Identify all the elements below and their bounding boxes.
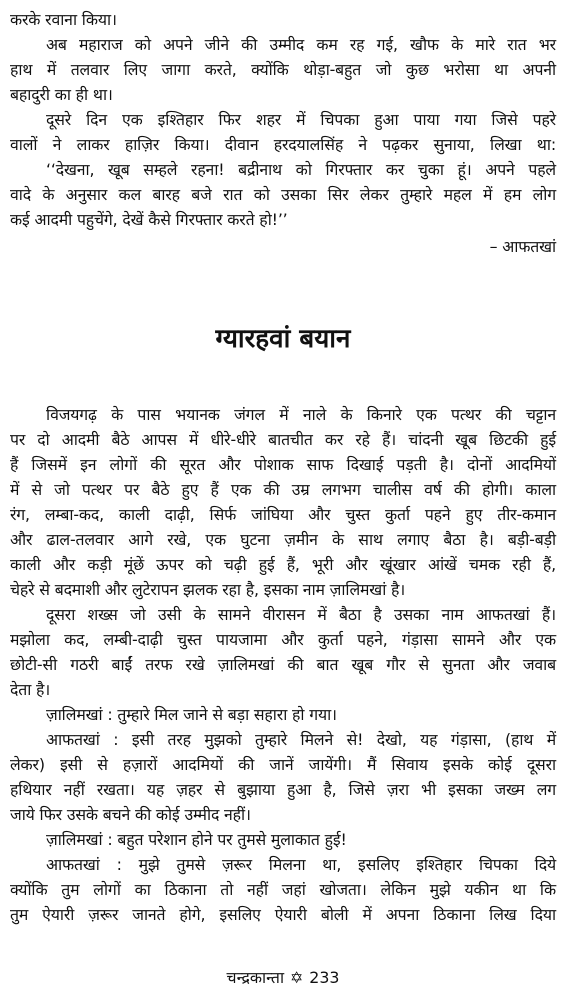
text-line: देता है। <box>10 680 51 699</box>
dialogue-line: आफतखां : इसी तरह मुझको तुम्हारे मिलने से! देखो, यह गंड़ासा, (हाथ में <box>46 730 556 749</box>
dialogue-line: ज़ालिमखां : बहुत परेशान होने पर तुमसे मुलाकात हुई! <box>46 830 347 849</box>
text-line: पर दो आदमी बैठे आपस में धीरे-धीरे बातचीत कर रहे हैं। चांदनी खूब छिटकी हुई <box>10 430 556 449</box>
text-line: दूसरे दिन एक इश्तिहार फिर शहर में चिपका हुआ पाया गया जिसे पहरे <box>46 110 556 129</box>
dialogue-line: आफतखां : मुझे तुमसे ज़रूर मिलना था, इसलिए इश्तिहार चिपका दिये <box>46 855 556 874</box>
text-line: तुम ऐयारी ज़रूर जानते होगे, इसलिए ऐयारी बोली में अपना ठिकाना लिख दिया <box>10 905 556 924</box>
text-line: और ढाल-तलवार आगे रखे, एक घुटना ज़मीन के साथ लगाए बैठा है। बड़ी-बड़ी <box>10 530 556 549</box>
text-line: विजयगढ़ के पास भयानक जंगल में नाले के किनारे एक पत्थर की चट्टान <box>46 405 556 424</box>
chapter-heading: ग्यारहवां बयान <box>215 324 351 354</box>
text-line: हाथ में तलवार लिए जागा करते, क्योंकि थोड़ा-बहुत जो कुछ भरोसा था अपनी <box>10 60 556 79</box>
signature: – आफतखां <box>489 237 556 256</box>
text-line: चेहरे से बदमाशी और लुटेरापन झलक रहा है, इसका नाम ज़ालिमखां है। <box>10 580 406 599</box>
text-line: हैं जिसमें इन लोगों की सूरत और पोशाक साफ दिखाई पड़ती है। दोनों आदमियों <box>10 455 556 474</box>
text-line: बहादुरी का ही था। <box>10 85 113 104</box>
text-line: दूसरा शख्स जो उसी के सामने वीरासन में बैठा है उसका नाम आफतखां हैं। <box>46 605 556 624</box>
text-line: जाये फिर उसके बचने की कोई उम्मीद नहीं। <box>10 805 251 824</box>
page-footer <box>0 966 566 990</box>
text-line: काली और कड़ी मूंछें ऊपर को चढ़ी हुई हैं, भूरी और खूंखार आंखें चमक रही हैं, <box>10 555 556 574</box>
text-line: वालों ने लाकर हाज़िर किया। दीवान हरदयालसिंह ने पढ़कर सुनाया, लिखा था: <box>10 135 556 154</box>
text-line: रंग, लम्बा-कद, काली दाढ़ी, सिर्फ जांघिया और चुस्त कुर्ता पहने हुए तीर-कमान <box>10 505 556 524</box>
text-line: में से जो पत्थर पर बैठे हुए हैं एक की उम्र लगभग चालीस वर्ष की होगी। काला <box>10 480 556 499</box>
text-line: करके रवाना किया। <box>10 10 117 29</box>
text-line: छोटी-सी गठरी बाईं तरफ रखे ज़ालिमखां की बात खूब गौर से सुनता और जवाब <box>10 655 556 674</box>
text-line: अब महाराज को अपने जीने की उम्मीद कम रह गई, खौफ के मारे रात भर <box>46 35 556 54</box>
star-icon: ✡ <box>290 968 304 987</box>
text-line: क्योंकि तुम लोगों का ठिकाना तो नहीं जहां खोजता। लेकिन मुझे यकीन था कि <box>10 880 556 899</box>
text-line: कई आदमी पहुचेंगे, देखें कैसे गिरफ्तार करते हो!’’ <box>10 210 288 229</box>
dialogue-line: ज़ालिमखां : तुम्हारे मिल जाने से बड़ा सहारा हो गया। <box>46 705 337 724</box>
text-line: मझोला कद, लम्बी-दाढ़ी चुस्त पायजामा और कुर्ता पहने, गंड़ासा सामने और एक <box>10 630 556 649</box>
text-line: लेकर) इसी से हज़ारों आदमियों की जानें जायेंगी। मैं सिवाय इसके कोई दूसरा <box>10 755 556 774</box>
text-line: ‘‘देखना, खूब सम्हले रहना! बद्रीनाथ को गिरफ्तार कर चुका हूं। अपने पहले <box>46 160 556 179</box>
text-line: हथियार नहीं रखता। यह ज़हर से बुझाया हुआ है, जिसे ज़रा भी इसका जख्म लग <box>10 780 556 799</box>
book-title: चन्द्रकान्ता <box>226 968 285 987</box>
page-number: 233 <box>309 968 340 987</box>
text-line: वादे के अनुसार कल बारह बजे रात को उसका सिर लेकर तुम्हारे महल में हम लोग <box>10 185 556 204</box>
